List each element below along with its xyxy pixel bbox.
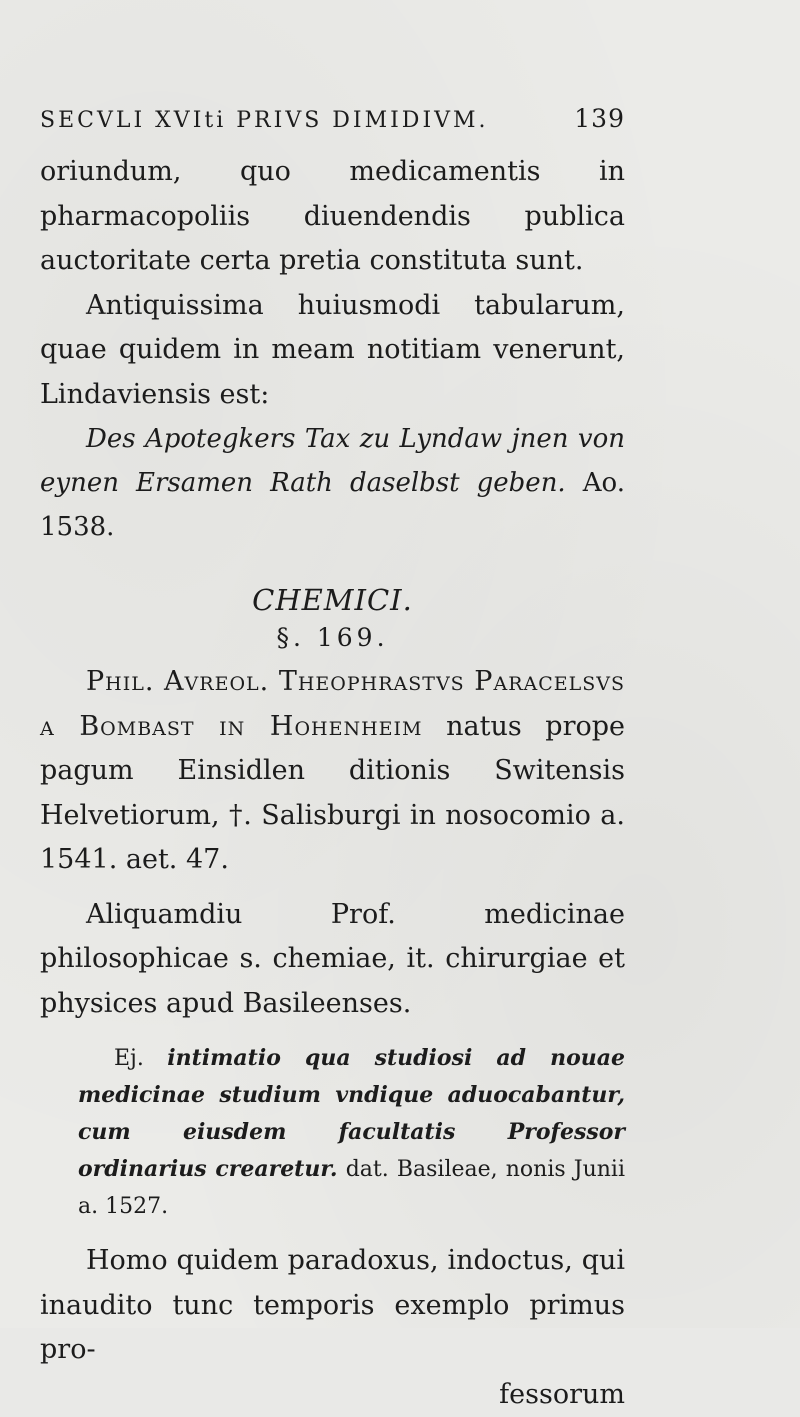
book-title-text: Des Apotegkers Tax zu Lyndaw jnen von eynen Ersamen Rath daselbst geben. bbox=[40, 424, 625, 498]
paragraph-lindau: Antiquissima huiusmodi tabularum, quae quidem in meam notitiam venerunt, Lindaviensis est: bbox=[40, 289, 625, 410]
book-title-lindau bbox=[40, 417, 625, 549]
paragraph-career: Aliquamdiu Prof. medicinae philosophicae s. chemiae, it. chirurgiae et physices apud Basileenses. bbox=[40, 898, 625, 1019]
catchword: fessorum bbox=[499, 1378, 625, 1410]
author-name: Phil. Avreol. Theophrastvs Paracelsvs a Bombast in Hohenheim bbox=[40, 666, 625, 742]
running-head bbox=[40, 104, 625, 133]
work-title: intimatio qua studiosi ad nouae medicinae studium vndique aduocabantur, cum eiusdem facultatis Professor ordinarius crearetur. bbox=[78, 1045, 626, 1182]
paragraph-continuation: oriundum, quo medicamentis in pharmacopoliis diuendendis publica auctoritate certa pretia constituta sunt. bbox=[40, 156, 625, 276]
work-entry bbox=[40, 1040, 625, 1225]
author-bio: natus prope pagum Einsidlen ditionis Switensis Helvetiorum, †. Salisburgi in nosocomio a. 1541. aet. 47. bbox=[40, 710, 626, 875]
work-date: dat. Basileae, nonis Junii a. 1527. bbox=[78, 1157, 625, 1219]
body-text bbox=[40, 150, 625, 1417]
work-label: Ej. bbox=[114, 1046, 144, 1071]
page-number: 139 bbox=[574, 104, 625, 133]
entry-paracelsus bbox=[40, 660, 625, 883]
section-number: §. 169. bbox=[276, 623, 389, 652]
section-heading: CHEMICI. bbox=[252, 583, 413, 617]
paragraph-closing: Homo quidem paradoxus, indoctus, qui inaudito tunc temporis exemplo primus pro- bbox=[40, 1245, 625, 1365]
running-head-title: SECVLI XVIti PRIVS DIMIDIVM. bbox=[40, 108, 489, 133]
book-title-date: Ao. 1538. bbox=[40, 468, 625, 542]
